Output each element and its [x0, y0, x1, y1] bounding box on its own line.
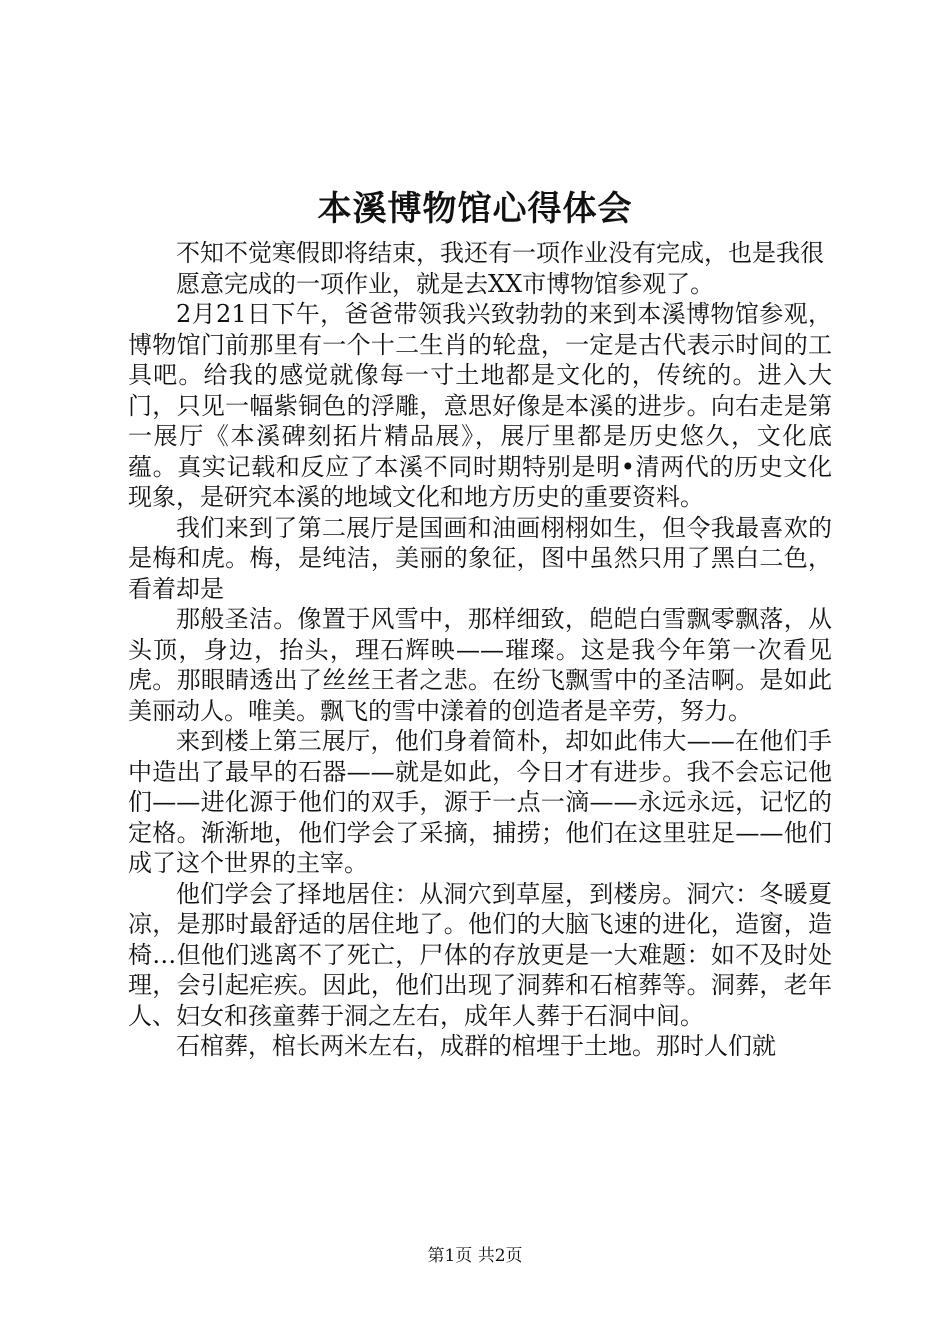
- paragraph-2: 愿意完成的一项作业，就是去XX市博物馆参观了。: [176, 269, 715, 298]
- paragraph-1: 不知不觉寒假即将结束，我还有一项作业没有完成，也是我很: [176, 239, 824, 267]
- document-body: [128, 238, 832, 1062]
- paragraph-5: 那般圣洁。像置于风雪中，那样细致，皑皑白雪飘零飘落，从头顶，身边，抬头，理石辉映——璀璨。这是我今年第一次看见虎。那眼睛透出了丝丝王者之悲。在纷飞飘雪中的圣洁啊。是如此美丽动人。唯美。飘飞的雪中漾着的创造者是辛劳，努力。: [128, 605, 832, 725]
- paragraph-7: 他们学会了择地居住：从洞穴到草屋，到楼房。洞穴：冬暖夏凉，是那时最舒适的居住地了。他们的大脑飞速的进化，造窗，造椅…但他们逃离不了死亡，尸体的存放更是一大难题：如不及时处理，会引起疟疾。因此，他们出现了洞葬和石棺葬等。洞葬，老年人、妇女和孩童葬于洞之左右，成年人葬于石洞中间。: [128, 879, 832, 1030]
- paragraph-4: 我们来到了第二展厅是国画和油画栩栩如生，但令我最喜欢的是梅和虎。梅，是纯洁，美丽的象征，图中虽然只用了黑白二色，看着却是: [128, 513, 832, 603]
- page-number-footer: 第1页 共2页: [427, 1246, 523, 1266]
- paragraph-3: 2月21日下午，爸爸带领我兴致勃勃的来到本溪博物馆参观，博物馆门前那里有一个十二生肖的轮盘，一定是古代表示时间的工具吧。给我的感觉就像每一寸土地都是文化的，传统的。进入大门，只见一幅紫铜色的浮雕，意思好像是本溪的进步。向右走是第一展厅《本溪碑刻拓片精品展》，展厅里都是历史悠久，文化底蕴。真实记载和反应了本溪不同时期特别是明•清两代的历史文化现象，是研究本溪的地域文化和地方历史的重要资料。: [128, 300, 832, 511]
- paragraph-6: 来到楼上第三展厅，他们身着简朴，却如此伟大——在他们手中造出了最早的石器——就是如此，今日才有进步。我不会忘记他们——进化源于他们的双手，源于一点一滴——永远永远，记忆的定格。渐渐地，他们学会了采摘，捕捞；他们在这里驻足——他们成了这个世界的主宰。: [128, 727, 832, 877]
- paragraph-8: 石棺葬，棺长两米左右，成群的棺埋于土地。那时人们就: [176, 1032, 776, 1060]
- document-title: 本溪博物馆心得体会: [317, 189, 633, 229]
